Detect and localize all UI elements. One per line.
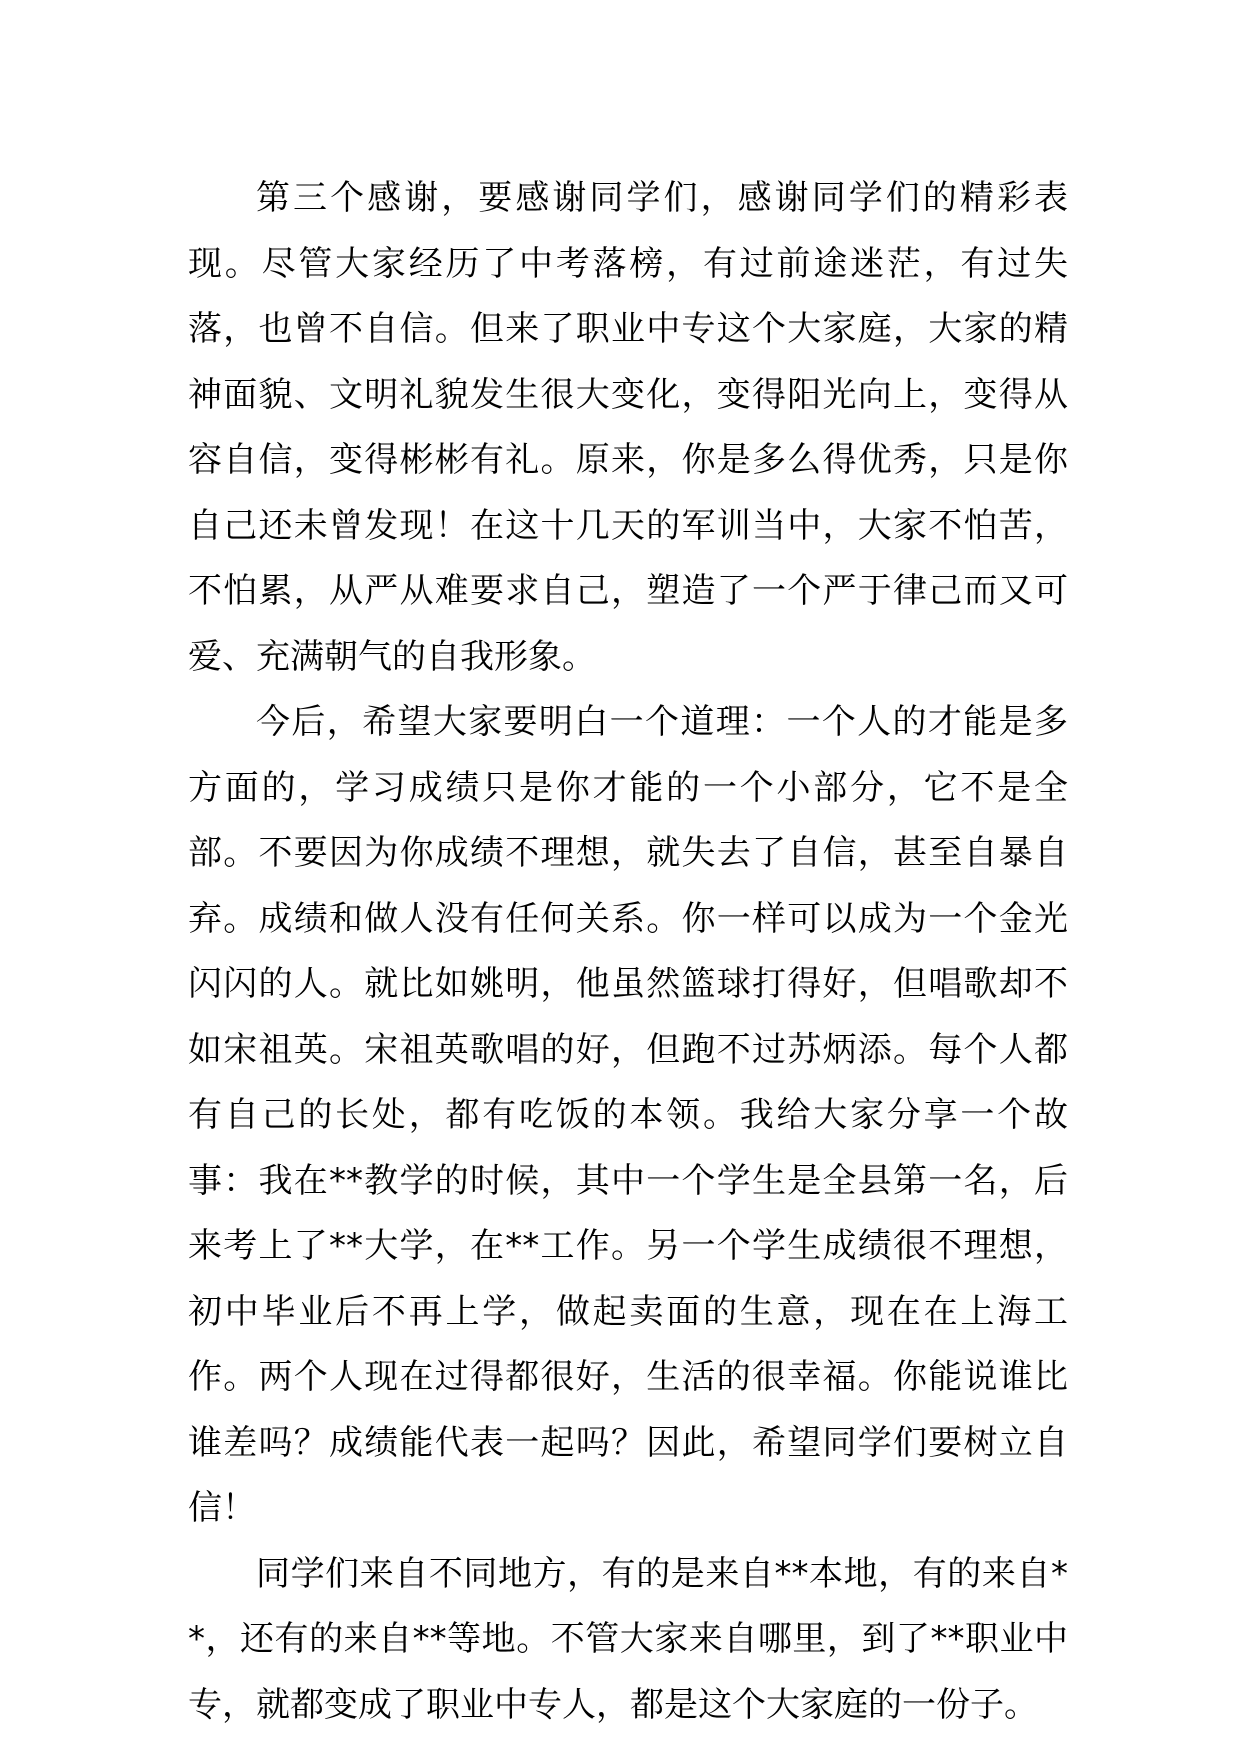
paragraph-confidence: 今后，希望大家要明白一个道理：一个人的才能是多方面的，学习成绩只是你才能的一个小部分，它不是全部。不要因为你成绩不理想，就失去了自信，甚至自暴自弃。成绩和做人没有任何关系。你一样可以成为一个金光闪闪的人。就比如姚明，他虽然篮球打得好，但唱歌却不如宋祖英。宋祖英歌唱的好，但跑不过苏炳添。每个人都有自己的长处，都有吃饭的本领。我给大家分享一个故事：我在**教学的时候，其中一个学生是全县第一名，后来考上了**大学，在**工作。另一个学生成绩很不理想，初中毕业后不再上学，做起卖面的生意，现在在上海工作。两个人现在过得都很好，生活的很幸福。你能说谁比谁差吗？成绩能代表一起吗？因此，希望同学们要树立自信！ bbox=[188, 702, 1068, 1528]
paragraph-one-family: 同学们来自不同地方，有的是来自**本地，有的来自**，还有的来自**等地。不管大家来自哪里，到了**职业中专，就都变成了职业中专人，都是这个大家庭的一份子。 bbox=[188, 1553, 1068, 1725]
document-body bbox=[188, 166, 1068, 1738]
paragraph-thanks-students: 第三个感谢，要感谢同学们，感谢同学们的精彩表现。尽管大家经历了中考落榜，有过前途迷茫，有过失落，也曾不自信。但来了职业中专这个大家庭，大家的精神面貌、文明礼貌发生很大变化，变得阳光向上，变得从容自信，变得彬彬有礼。原来，你是多么得优秀，只是你自己还未曾发现！在这十几天的军训当中，大家不怕苦，不怕累，从严从难要求自己，塑造了一个严于律己而又可爱、充满朝气的自我形象。 bbox=[188, 178, 1068, 677]
